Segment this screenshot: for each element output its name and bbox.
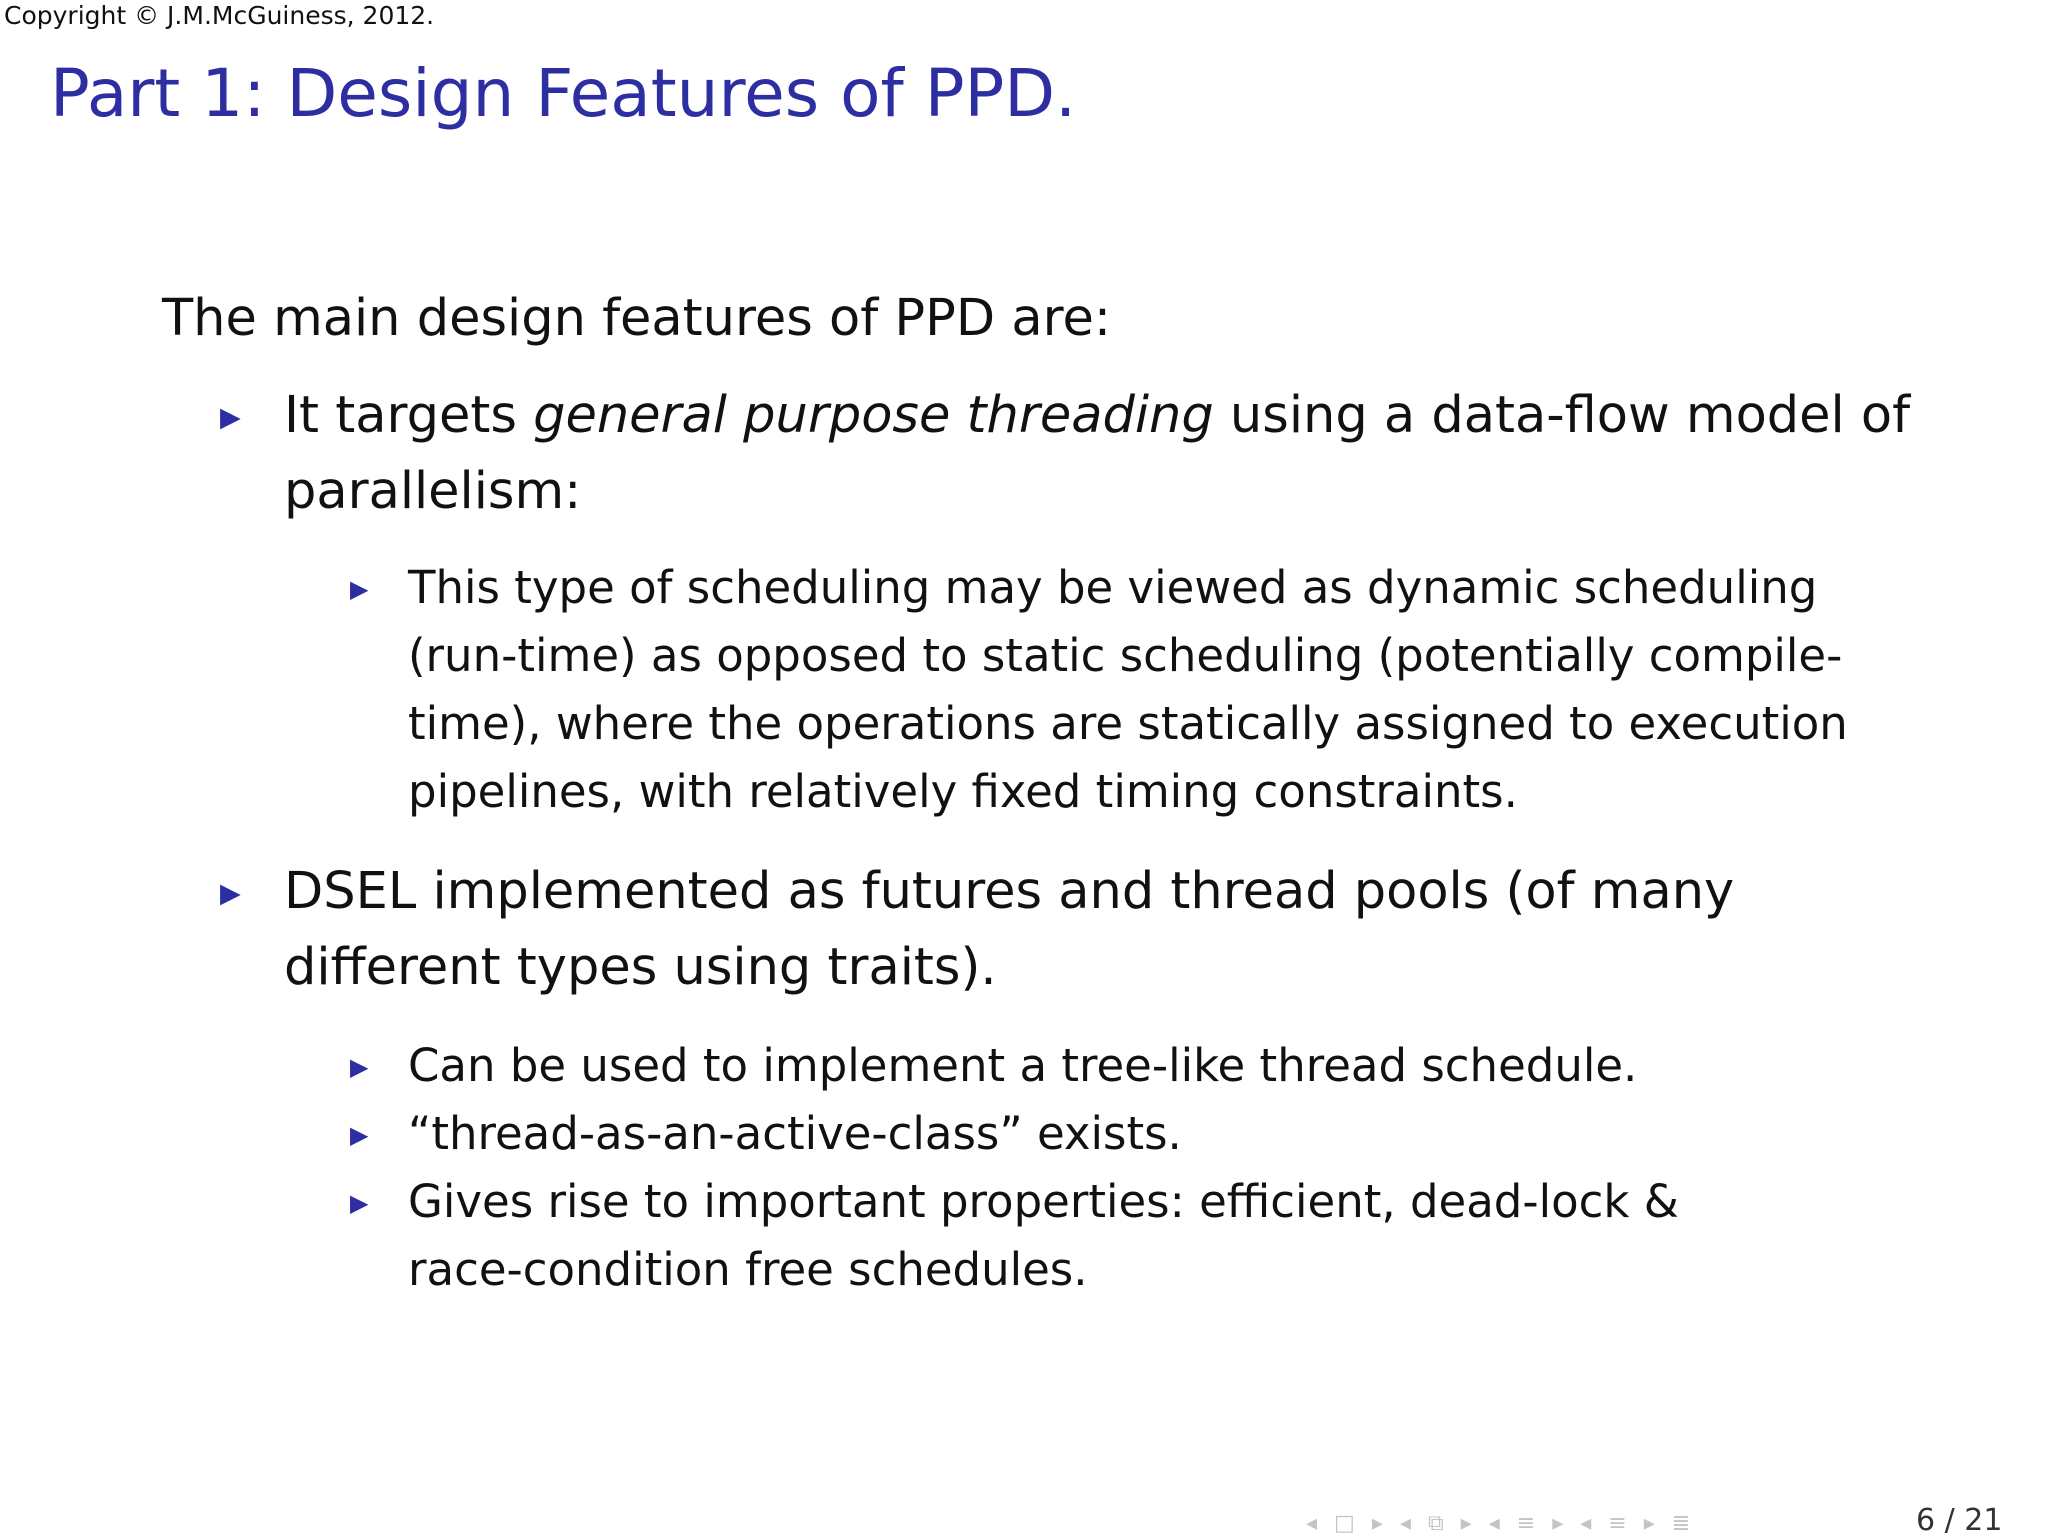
triangle-bullet-icon: ▶ [350, 1121, 369, 1149]
triangle-bullet-icon: ▶ [350, 1053, 369, 1081]
nav-right-icon[interactable]: ▸ [1552, 1512, 1564, 1536]
list-item-1-text [284, 378, 1920, 530]
section-icon[interactable]: ≡ [1608, 1512, 1627, 1536]
list-item-2-text: DSEL implemented as futures and thread pools (of many different types using traits). [284, 862, 1735, 997]
list-item-1 [220, 378, 1920, 530]
sub-item-2-1 [350, 1032, 1890, 1100]
triangle-bullet-icon: ▶ [350, 1189, 369, 1217]
nav-left-icon[interactable]: ◂ [1488, 1512, 1500, 1536]
nav-right-icon[interactable]: ▸ [1371, 1512, 1383, 1536]
list-item-1-prefix: It targets [284, 386, 534, 445]
list-item-1-suffix: using a data-flow model of parallelism: [284, 386, 1911, 521]
sub-item-2-3-text: Gives rise to important properties: efficient, dead-lock & race-condition free schedules. [408, 1175, 1679, 1296]
nav-left-icon[interactable]: ◂ [1399, 1512, 1411, 1536]
intro-text: The main design features of PPD are: [162, 289, 1112, 348]
nav-right-icon[interactable]: ▸ [1643, 1512, 1655, 1536]
sub-item-2-2 [350, 1100, 1890, 1168]
slide-title: Part 1: Design Features of PPD. [50, 55, 1077, 132]
sub-item-2-3 [350, 1168, 1770, 1304]
copyright-notice: Copyright © J.M.McGuiness, 2012. [4, 1, 435, 30]
nav-left-icon[interactable]: ◂ [1306, 1512, 1318, 1536]
triangle-bullet-icon: ▶ [220, 402, 241, 433]
subsection-icon[interactable]: ⧉ [1427, 1512, 1444, 1536]
sub-item-1-1-text: This type of scheduling may be viewed as dynamic scheduling (run-time) as opposed to static scheduling (potentially compile-time), where the operations are statically assigned to execution pipelines, with relatively fixed timing constraints. [408, 561, 1848, 818]
nav-right-icon[interactable]: ▸ [1460, 1512, 1472, 1536]
list-item-2 [220, 854, 1840, 1006]
sub-item-2-1-text: Can be used to implement a tree-like thread schedule. [408, 1039, 1638, 1092]
align-icon[interactable]: ≣ [1671, 1512, 1691, 1536]
sub-item-1-1 [350, 554, 1890, 826]
nav-left-icon[interactable]: ◂ [1580, 1512, 1592, 1536]
list-item-1-emphasis: general purpose threading [533, 386, 1214, 445]
section-icon[interactable]: ≡ [1516, 1512, 1536, 1536]
triangle-bullet-icon: ▶ [220, 878, 241, 909]
page-number: 6 / 21 [1916, 1503, 2003, 1538]
frame-icon[interactable]: □ [1334, 1512, 1355, 1536]
sub-item-2-2-text: “thread-as-an-active-class” exists. [408, 1107, 1182, 1160]
triangle-bullet-icon: ▶ [350, 575, 369, 603]
